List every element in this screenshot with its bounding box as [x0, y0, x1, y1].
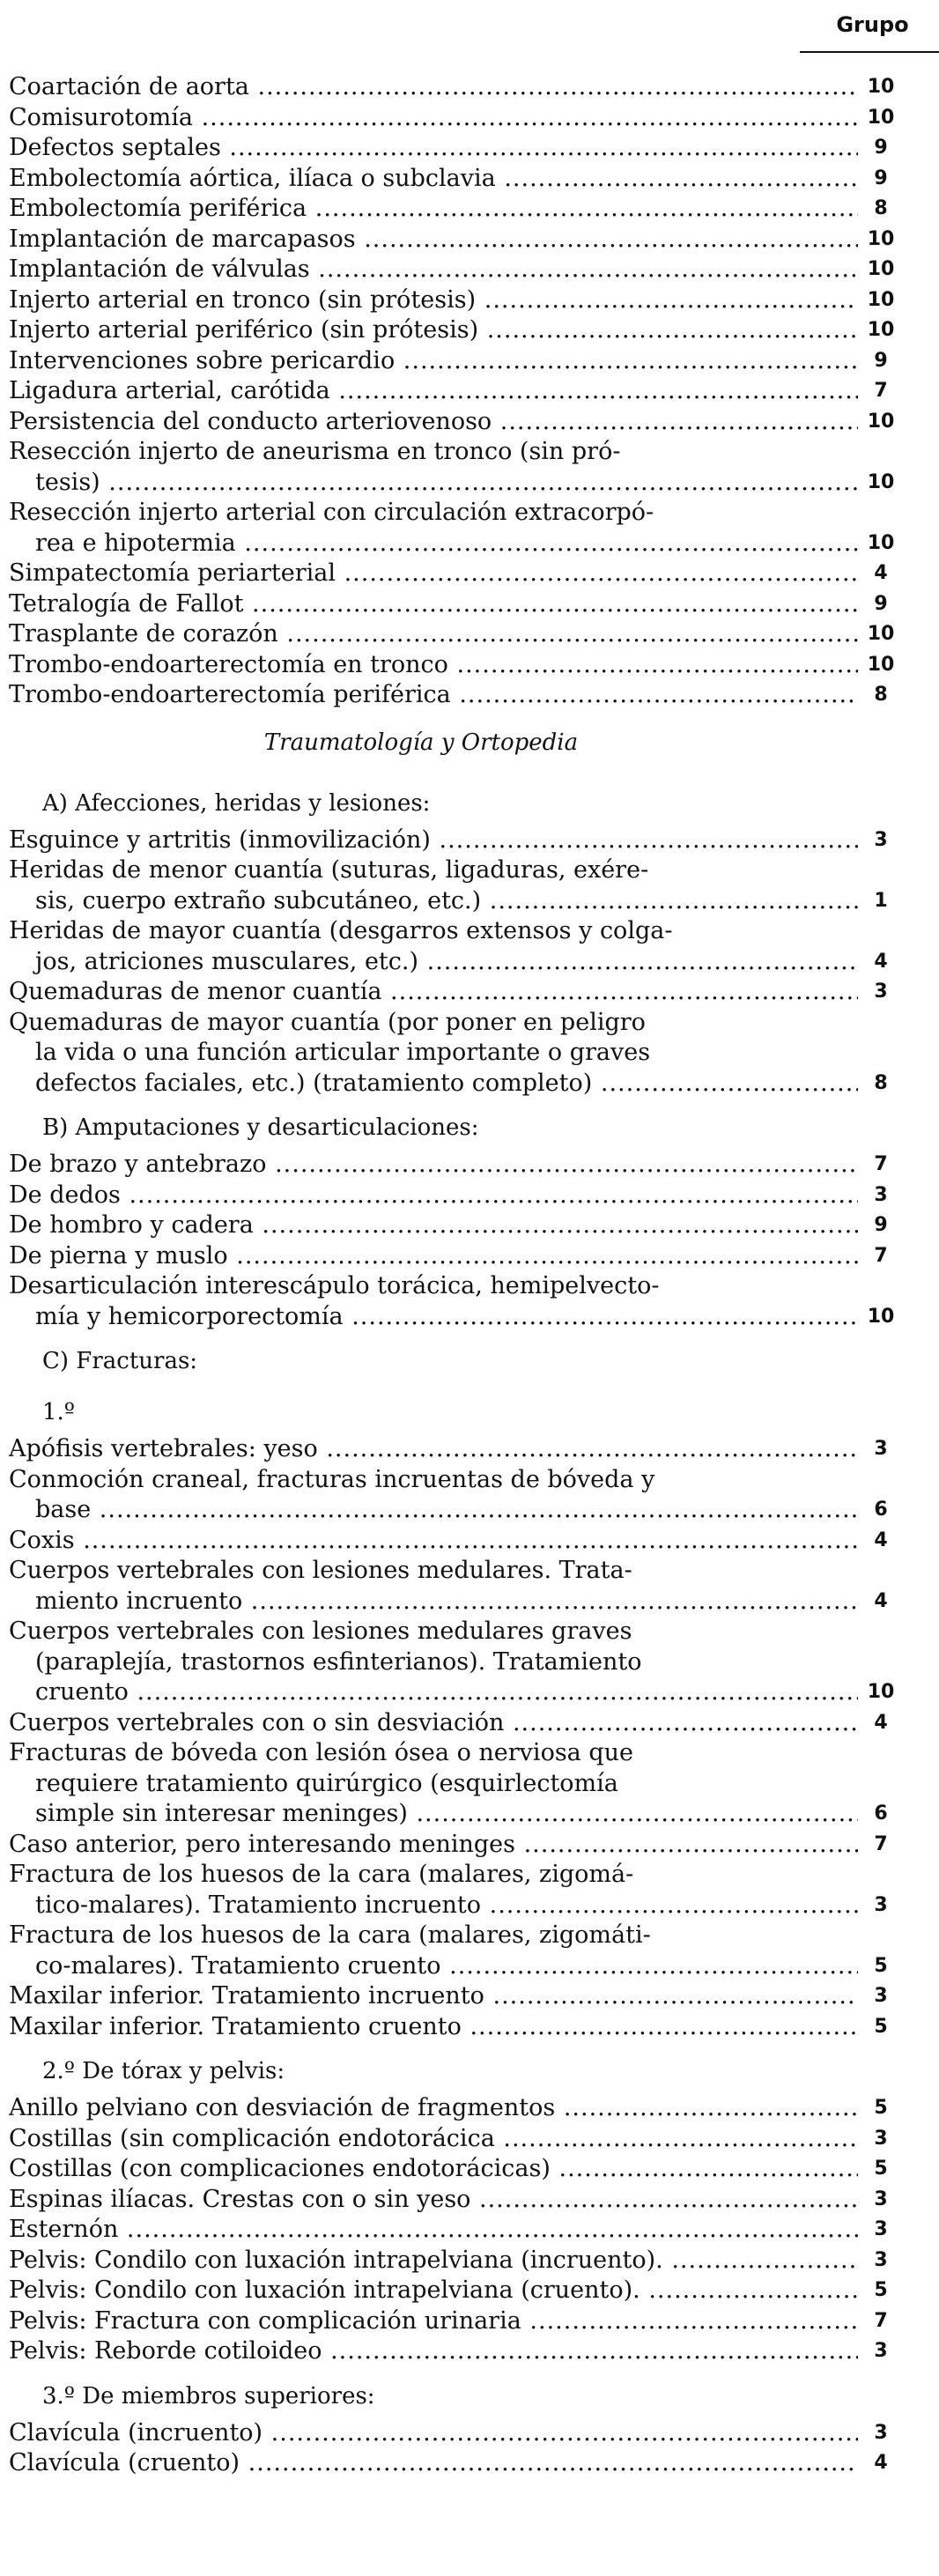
subheading-c2: 2.º De tórax y pelvis:: [42, 2058, 285, 2084]
list-item: [9, 1526, 939, 1557]
group-number: 3: [874, 1985, 888, 2007]
list-item: [9, 2448, 939, 2479]
list-item: [9, 1830, 939, 1861]
list-item: [9, 1434, 939, 1465]
item-text: rea e hipotermia .....: [9, 529, 858, 559]
item-text: Clavícula (cruento) .....: [9, 2448, 858, 2479]
list-item: [9, 407, 939, 438]
group-number: 10: [867, 227, 895, 250]
list-item: [9, 2124, 939, 2155]
group-number: 9: [874, 167, 888, 189]
group-number: 8: [874, 1071, 888, 1094]
list-item: [9, 1921, 939, 1981]
fracturas-2-list: [9, 2093, 939, 2367]
group-number: 6: [874, 1802, 888, 1825]
group-number: 3: [874, 2187, 888, 2210]
item-text: De hombro y cadera .....: [9, 1210, 858, 1241]
group-number: 10: [867, 470, 895, 493]
item-text: Fractura de los huesos de la cara (malares, zigomá-: [9, 1861, 634, 1888]
group-number: 4: [874, 1589, 888, 1612]
group-number: 9: [874, 137, 888, 159]
group-number: 10: [867, 1305, 895, 1328]
list-item: [9, 680, 939, 711]
list-item: [9, 255, 939, 285]
group-number: 3: [874, 2248, 888, 2271]
group-number: 3: [874, 1893, 888, 1916]
list-item: [9, 1981, 939, 2012]
item-text: Implantación de marcapasos .....: [9, 225, 858, 255]
item-text: Resección injerto arterial con circulación extracorpó-: [9, 499, 654, 526]
item-text: Conmoción craneal, fracturas incruentas de bóveda y: [9, 1465, 655, 1493]
item-text: Ligadura arterial, carótida .....: [9, 376, 858, 407]
item-text: Costillas (con complicaciones endotorácicas) .....: [9, 2154, 858, 2185]
group-number: 10: [867, 531, 895, 554]
item-text: Cuerpos vertebrales con lesiones medulares graves: [9, 1617, 632, 1645]
group-number: 10: [867, 1681, 895, 1703]
list-item: [9, 1738, 939, 1830]
group-number: 8: [874, 197, 888, 219]
group-number: 7: [874, 1153, 888, 1175]
group-number: 4: [874, 1711, 888, 1734]
item-text: defectos faciales, etc.) (tratamiento completo) .....: [9, 1069, 858, 1099]
item-text: jos, atriciones musculares, etc.) .....: [9, 947, 858, 978]
item-text: simple sin interesar meninges) .....: [9, 1799, 858, 1830]
list-item: [9, 133, 939, 164]
item-text: Pelvis: Condilo con luxación intrapelviana (cruento). .....: [9, 2276, 858, 2306]
item-text: Defectos septales .....: [9, 133, 858, 164]
group-number: 3: [874, 2218, 888, 2240]
list-item: [9, 194, 939, 225]
list-item: [9, 1181, 939, 1211]
item-text: tico-malares). Tratamiento incruento .....: [9, 1891, 858, 1921]
item-text: Trasplante de corazón .....: [9, 619, 858, 650]
list-item: [9, 72, 939, 103]
item-text: la vida o una función articular importante o graves: [35, 1039, 651, 1066]
group-number: 7: [874, 1244, 888, 1267]
list-item: [9, 2276, 939, 2306]
list-item: [9, 916, 939, 977]
cardio-list: [9, 72, 939, 711]
list-item: [9, 376, 939, 407]
item-text: Pelvis: Fractura con complicación urinaria .....: [9, 2306, 858, 2337]
item-text: requiere tratamiento quirúrgico (esquirlectomía: [35, 1769, 618, 1797]
item-text: Desarticulación interescápulo torácica, hemipelvecto-: [9, 1272, 660, 1299]
group-number: 10: [867, 623, 895, 645]
list-item: [9, 2336, 939, 2367]
list-item: [9, 1271, 939, 1332]
group-number: 5: [874, 2279, 888, 2301]
list-item: [9, 2093, 939, 2124]
item-text: Intervenciones sobre pericardio .....: [9, 346, 858, 377]
subheading-a: A) Afecciones, heridas y lesiones:: [42, 789, 431, 817]
item-text: Costillas (sin complicación endotorácica .....: [9, 2124, 858, 2155]
list-item: [9, 498, 939, 559]
grupo-column-header: Grupo: [836, 12, 909, 37]
item-text: miento incruento .....: [9, 1587, 858, 1617]
header-rule: [800, 51, 939, 53]
item-text: Pelvis: Condilo con luxación intrapelviana (incruento). .....: [9, 2246, 858, 2276]
group-number: 3: [874, 2340, 888, 2362]
item-text: Fractura de los huesos de la cara (malares, zigomáti-: [9, 1921, 651, 1949]
item-text: Coxis .....: [9, 1526, 858, 1557]
list-item: [9, 825, 939, 856]
list-item: [9, 855, 939, 916]
group-number: 10: [867, 410, 895, 433]
item-text: Tetralogía de Fallot .....: [9, 589, 858, 620]
group-number: 4: [874, 562, 888, 584]
item-text: mía y hemicorporectomía .....: [9, 1302, 858, 1333]
list-item: [9, 619, 939, 650]
list-item: [9, 1150, 939, 1181]
subheading-b: B) Amputaciones y desarticulaciones:: [42, 1114, 479, 1141]
item-text: (paraplejía, trastornos esfinterianos). Tratamiento: [35, 1647, 642, 1676]
subheading-c: C) Fracturas:: [42, 1348, 198, 1374]
afecciones-list: [9, 825, 939, 1099]
item-text: De pierna y muslo .....: [9, 1241, 858, 1272]
item-text: Esternón .....: [9, 2215, 858, 2246]
list-item: [9, 977, 939, 1008]
item-text: Simpatectomía periarterial .....: [9, 559, 858, 589]
fracturas-3-list: [9, 2418, 939, 2479]
list-item: [9, 164, 939, 195]
item-text: Espinas ilíacas. Crestas con o sin yeso .....: [9, 2185, 858, 2216]
subheading-c1: 1.º: [42, 1399, 76, 1425]
item-text: Fracturas de bóveda con lesión ósea o nerviosa que: [9, 1739, 634, 1766]
list-item: [9, 346, 939, 377]
list-item: [9, 103, 939, 134]
item-text: Injerto arterial en tronco (sin prótesis) .....: [9, 285, 858, 316]
item-text: Esguince y artritis (inmovilización) .....: [9, 825, 858, 856]
list-item: [9, 1708, 939, 1739]
list-item: [9, 2185, 939, 2216]
list-item: [9, 589, 939, 620]
list-item: [9, 1465, 939, 1526]
group-number: 3: [874, 2127, 888, 2150]
item-text: Embolectomía aórtica, ilíaca o subclavia .....: [9, 164, 858, 195]
item-text: Maxilar inferior. Tratamiento cruento .....: [9, 2012, 858, 2043]
item-text: Quemaduras de menor cuantía .....: [9, 977, 858, 1008]
item-text: Maxilar inferior. Tratamiento incruento .....: [9, 1981, 858, 2012]
group-number: 10: [867, 76, 895, 98]
item-text: De brazo y antebrazo .....: [9, 1150, 858, 1181]
item-text: Injerto arterial periférico (sin prótesis) .....: [9, 315, 858, 346]
list-item: [9, 1617, 939, 1708]
item-text: De dedos .....: [9, 1181, 858, 1211]
group-number: 3: [874, 1183, 888, 1206]
group-number: 10: [867, 288, 895, 311]
group-number: 10: [867, 653, 895, 676]
group-number: 9: [874, 592, 888, 615]
group-number: 5: [874, 2158, 888, 2180]
group-number: 5: [874, 2097, 888, 2119]
list-item: [9, 1210, 939, 1241]
amputaciones-list: [9, 1150, 939, 1332]
group-number: 3: [874, 1438, 888, 1460]
list-item: [9, 225, 939, 255]
item-text: Pelvis: Reborde cotiloideo .....: [9, 2336, 858, 2367]
group-number: 9: [874, 1214, 888, 1236]
group-number: 3: [874, 2421, 888, 2444]
item-text: Resección injerto de aneurisma en tronco (sin pró-: [9, 438, 621, 465]
group-number: 7: [874, 380, 888, 402]
item-text: Apófisis vertebrales: yeso .....: [9, 1434, 858, 1465]
list-item: [9, 1241, 939, 1272]
item-text: Cuerpos vertebrales con lesiones medulares. Trata-: [9, 1557, 632, 1584]
section-title-traumatologia: Traumatología y Ortopedia: [263, 729, 579, 756]
item-text: cruento .....: [9, 1677, 858, 1708]
group-number: 1: [874, 889, 888, 912]
group-number: 3: [874, 828, 888, 851]
group-number: 5: [874, 2015, 888, 2038]
item-text: Quemaduras de mayor cuantía (por poner en peligro: [9, 1008, 646, 1036]
list-item: [9, 2418, 939, 2449]
item-text: Coartación de aorta .....: [9, 72, 858, 103]
item-text: Caso anterior, pero interesando meninges .....: [9, 1830, 858, 1861]
group-number: 4: [874, 950, 888, 973]
group-number: 10: [867, 319, 895, 341]
list-item: [9, 2215, 939, 2246]
group-number: 6: [874, 1499, 888, 1521]
item-text: Anillo pelviano con desviación de fragmentos .....: [9, 2093, 858, 2124]
group-number: 4: [874, 1529, 888, 1551]
list-item: [9, 1008, 939, 1099]
item-text: Cuerpos vertebrales con o sin desviación .....: [9, 1708, 858, 1739]
group-number: 5: [874, 1954, 888, 1977]
list-item: [9, 2154, 939, 2185]
list-item: [9, 2306, 939, 2337]
fracturas-1-list: [9, 1434, 939, 2042]
group-number: 9: [874, 349, 888, 372]
item-text: Persistencia del conducto arteriovenoso .....: [9, 407, 858, 438]
group-number: 10: [867, 258, 895, 280]
group-number: 7: [874, 1832, 888, 1855]
subheading-c3: 3.º De miembros superiores:: [42, 2382, 375, 2409]
item-text: tesis) .....: [9, 468, 858, 499]
list-item: [9, 315, 939, 346]
group-number: 4: [874, 2452, 888, 2474]
item-text: Heridas de menor cuantía (suturas, ligaduras, exére-: [9, 856, 649, 884]
group-number: 8: [874, 684, 888, 706]
item-text: Trombo-endoarterectomía periférica .....: [9, 680, 858, 711]
list-item: [9, 2012, 939, 2043]
list-item: [9, 559, 939, 589]
list-item: [9, 285, 939, 316]
item-text: Comisurotomía .....: [9, 103, 858, 134]
list-item: [9, 650, 939, 681]
content-column: [9, 72, 939, 2479]
group-number: 7: [874, 2309, 888, 2332]
item-text: Trombo-endoarterectomía en tronco .....: [9, 650, 858, 681]
item-text: Heridas de mayor cuantía (desgarros extensos y colga-: [9, 917, 673, 944]
group-number: 3: [874, 981, 888, 1003]
list-item: [9, 2246, 939, 2276]
list-item: [9, 437, 939, 498]
item-text: Embolectomía periférica .....: [9, 194, 858, 225]
item-text: base .....: [9, 1495, 858, 1526]
item-text: Implantación de válvulas .....: [9, 255, 858, 285]
item-text: co-malares). Tratamiento cruento .....: [9, 1951, 858, 1982]
group-number: 10: [867, 106, 895, 129]
item-text: Clavícula (incruento) .....: [9, 2418, 858, 2449]
list-item: [9, 1860, 939, 1921]
item-text: sis, cuerpo extraño subcutáneo, etc.) .....: [9, 886, 858, 917]
list-item: [9, 1556, 939, 1617]
